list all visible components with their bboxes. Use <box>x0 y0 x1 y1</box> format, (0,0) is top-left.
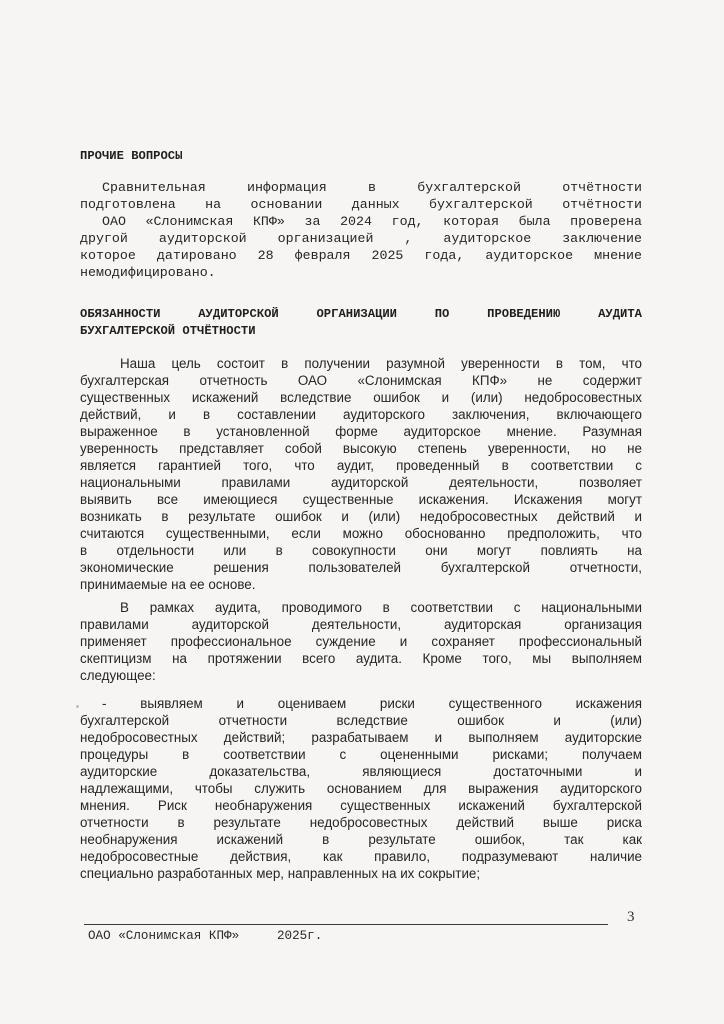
text-line: В рамках аудита, проводимого в соответствии с национальными <box>120 600 642 615</box>
text-line: надлежащими, чтобы служить основанием для выражения аудиторского <box>80 781 642 796</box>
responsibilities-list-item <box>80 695 642 882</box>
text-line: подготовлена на основании данных бухгалтерской отчётности <box>80 197 642 212</box>
text-line: аудиторские доказательства, являющиеся достаточными и <box>80 764 642 779</box>
text-line: недобросовестных действий; разрабатываем и выполняем аудиторские <box>80 730 642 745</box>
text-line: необнаружения искажений в результате ошибок, так как <box>80 832 642 847</box>
footer-company: ОАО «Слонимская КПФ» <box>88 929 240 943</box>
text-line: другой аудиторской организацией , аудиторское заключение <box>80 231 642 246</box>
text-line: экономические решения пользователей бухгалтерской отчетности, <box>80 560 642 575</box>
heading-line: ОБЯЗАННОСТИ АУДИТОРСКОЙ ОРГАНИЗАЦИИ ПО ПРОВЕДЕНИЮ АУДИТА <box>80 307 642 321</box>
other-matters-paragraph <box>80 179 642 281</box>
section-heading-auditor-responsibilities <box>80 306 642 340</box>
responsibilities-paragraph-2 <box>80 599 642 684</box>
text-line: правилами аудиторской деятельности, аудиторская организация <box>80 617 642 632</box>
text-line: отчетности в результате недобросовестных действий выше риска <box>80 815 642 830</box>
bullet-dot <box>76 705 79 708</box>
text-line: национальными правилами аудиторской деятельности, позволяет <box>80 475 642 490</box>
text-line: специально разработанных мер, направленных на их сокрытие; <box>80 866 481 881</box>
text-line: следующее: <box>80 668 156 683</box>
text-line: Сравнительная информация в бухгалтерской отчётности <box>102 180 642 195</box>
text-line: уверенность представляет собой высокую степень уверенности, но не <box>80 441 642 456</box>
text-line: существенных искажений вследствие ошибок и (или) недобросовестных <box>80 390 642 405</box>
text-line: действий, и в составлении аудиторского заключения, включающего <box>80 407 642 422</box>
text-line: немодифицировано. <box>80 265 216 280</box>
text-line: возникать в результате ошибок и (или) недобросовестных действий и <box>80 509 642 524</box>
text-line: бухгалтерской отчетности вследствие ошибок и (или) <box>80 713 642 728</box>
text-line: выявить все имеющиеся существенные искажения. Искажения могут <box>80 492 642 507</box>
heading-line: БУХГАЛТЕРСКОЙ ОТЧЁТНОСТИ <box>80 324 256 338</box>
footer-year: 2025г. <box>276 929 323 943</box>
text-line: бухгалтерская отчетность ОАО «Слонимская КПФ» не содержит <box>80 373 642 388</box>
text-line: считаются существенными, если можно обоснованно предположить, что <box>80 526 642 541</box>
text-line: является гарантией того, что аудит, проведенный в соответствии с <box>80 458 642 473</box>
text-line: принимаемые на ее основе. <box>80 577 256 592</box>
text-line: ОАО «Слонимская КПФ» за 2024 год, которая была проверена <box>102 214 642 229</box>
responsibilities-paragraph-1 <box>80 355 642 593</box>
text-line: скептицизм на протяжении всего аудита. Кроме того, мы выполняем <box>80 651 642 666</box>
text-line: мнения. Риск необнаружения существенных искажений бухгалтерской <box>80 798 642 813</box>
text-line: недобросовестные действия, как правило, подразумевают наличие <box>80 849 642 864</box>
text-line: процедуры в соответствии с оцененными рисками; получаем <box>80 747 642 762</box>
text-line: применяет профессиональное суждение и сохраняет профессиональный <box>80 634 642 649</box>
page-number: 3 <box>627 909 635 925</box>
text-line: - выявляем и оцениваем риски существенного искажения <box>102 696 642 711</box>
section-heading-other-matters: ПРОЧИЕ ВОПРОСЫ <box>80 149 183 163</box>
text-line: в отдельности или в совокупности они могут повлиять на <box>80 543 642 558</box>
text-line: выраженное в установленной форме аудиторское мнение. Разумная <box>80 424 642 439</box>
text-line: Наша цель состоит в получении разумной уверенности в том, что <box>120 356 642 371</box>
footer-divider <box>84 924 608 925</box>
footer <box>88 928 322 944</box>
text-line: которое датировано 28 февраля 2025 года, аудиторское мнение <box>80 248 642 263</box>
